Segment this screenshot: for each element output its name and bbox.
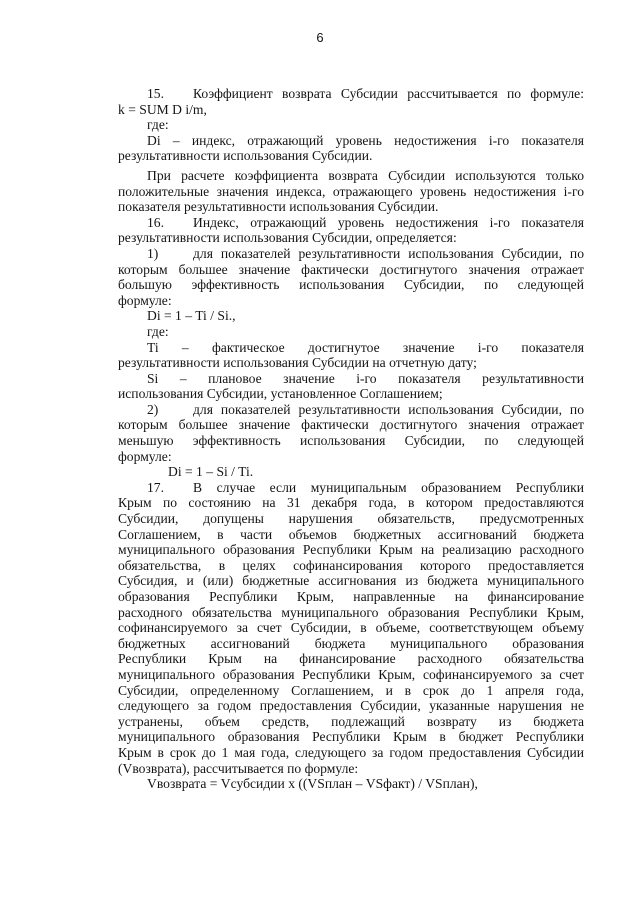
paragraph-line: муниципального образования Республики Крым на реализацию расходного	[118, 542, 584, 558]
definition-line: Ti – фактическое достигнутое значение i-го показателя	[147, 339, 584, 355]
document-body	[118, 86, 584, 792]
paragraph-line: образования Республики Крым, направленные на финансирование	[118, 589, 584, 604]
paragraph-line: расходного обязательства муниципального образования Республики Крым,	[118, 604, 584, 620]
subitem-1-line: 1) для показателей результативности использования Субсидии, по	[147, 245, 584, 261]
paragraph-line: показателя результативности использования Субсидии.	[118, 199, 439, 215]
paragraph-line: Крым по состоянию на 31 декабря года, в котором предоставляются	[118, 495, 584, 511]
subitem-number: 1)	[147, 245, 159, 261]
paragraph-line: следующего за годом предоставления Субсидии, указанные нарушения не	[118, 698, 584, 714]
paragraph-line: обязательства, в целях софинансирования которого предоставляется	[118, 557, 584, 573]
definition-line: Si – плановое значение i-го показателя результативности	[147, 370, 584, 386]
paragraph-line: меньшую эффективность использования Субсидии, по следующей	[118, 433, 584, 449]
formula-di-2: Di = 1 – Si / Ti.	[168, 464, 254, 480]
paragraph-line: большую эффективность использования Субсидии, по следующей	[118, 277, 584, 293]
paragraph-line: формуле:	[118, 448, 172, 464]
definition-line: Di – индекс, отражающий уровень недостижения i-го показателя	[147, 132, 584, 148]
where-label: где:	[147, 323, 169, 339]
paragraph-line: При расчете коэффициента возврата Субсидии используются только	[147, 167, 584, 183]
formula-v-return: Vвозврата = Vсубсидии x ((VSплан – VSфакт) / VSплан),	[147, 776, 478, 792]
paragraph-line: Субсидия, и (или) бюджетные ассигнования из бюджета муниципального	[118, 573, 584, 589]
paragraph-line: которым большее значение фактически достигнутого значения отражает	[118, 261, 584, 277]
definition-line: использования Субсидии, установленное Соглашением;	[118, 386, 443, 402]
paragraph-line: формуле:	[118, 292, 172, 308]
paragraph-line: муниципального образования Республики Крым в бюджет Республики	[118, 729, 584, 745]
formula-k: k = SUM D i/m,	[118, 101, 207, 117]
definition-line: результативности использования Субсидии на отчетную дату;	[118, 355, 477, 371]
paragraph-line: Соглашением, в части объемов бюджетных ассигнований бюджета	[118, 526, 584, 542]
subitem-number: 2)	[147, 401, 159, 417]
paragraph-line: (Vвозврата), рассчитывается по формуле:	[118, 760, 359, 776]
paragraph-line: положительные значения индекса, отражающего уровень недостижения i-го	[118, 183, 584, 199]
clause-number: 17.	[147, 479, 164, 495]
paragraph-line: которым большее значение фактически достигнутого значения отражает	[118, 417, 584, 433]
paragraph-line: устранены, объем средств, подлежащий возврату из бюджета	[118, 713, 584, 729]
paragraph-line: результативности использования Субсидии, определяется:	[118, 230, 457, 246]
clause-17-line: 17. В случае если муниципальным образованием Республики	[147, 479, 584, 495]
paragraph-line: Республики Крым на финансирование расходного обязательства	[118, 651, 584, 667]
paragraph-line: бюджетных ассигнований бюджета муниципального образования	[118, 635, 584, 651]
paragraph-line: Субсидии, определенному Соглашением, и в срок до 1 апреля года,	[118, 682, 584, 698]
where-label: где:	[147, 117, 169, 133]
clause-16-line: 16. Индекс, отражающий уровень недостижения i-го показателя	[147, 214, 584, 230]
clause-15-line: 15. Коэффициент возврата Субсидии рассчитывается по формуле:	[147, 86, 584, 101]
subitem-2-line: 2) для показателей результативности использования Субсидии, по	[147, 401, 584, 417]
formula-di-1: Di = 1 – Ti / Si.,	[147, 308, 236, 324]
paragraph-line: муниципального образования Республики Крым, софинансируемого за счет	[118, 666, 584, 682]
clause-number: 15.	[147, 86, 164, 101]
paragraph-line: Крым в срок до 1 мая года, следующего за годом предоставления Субсидии	[118, 744, 584, 760]
paragraph-line: софинансируемого за счет Субсидии, в объеме, соответствующем объему	[118, 620, 584, 636]
clause-number: 16.	[147, 214, 164, 230]
page-number: 6	[316, 30, 324, 45]
definition-line: результативности использования Субсидии.	[118, 148, 373, 164]
paragraph-line: Субсидии, допущены нарушения обязательств, предусмотренных	[118, 511, 584, 527]
